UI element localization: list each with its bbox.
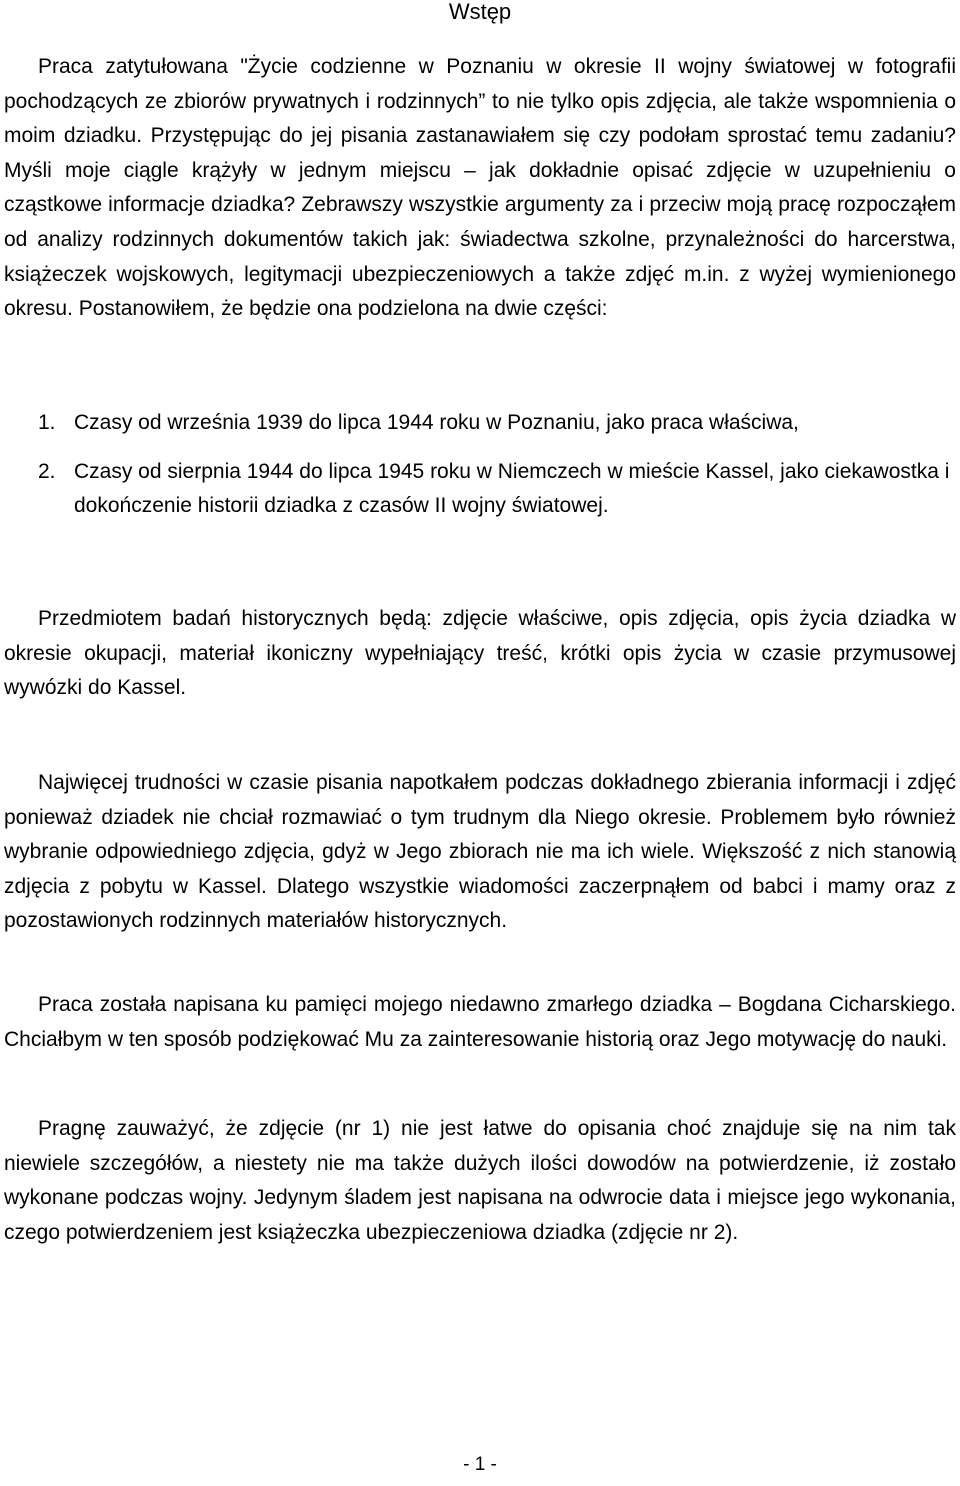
list-item (4, 455, 956, 524)
list-item-number: 1. (38, 411, 56, 434)
parts-list (4, 406, 956, 538)
difficulties-paragraph: Najwięcej trudności w czasie pisania napotkałem podczas dokładnego zbierania informacji i zdjęć ponieważ dziadek nie chciał rozmawiać o tym trudnym dla Niego okresie. Problemem było również wybranie odpowiedniego zdjęcia, gdyż w Jego zbiorach nie ma ich wiele. Większość z nich stanowią zdjęcia z pobytu w Kassel. Dlatego wszystkie wiadomości zaczerpnąłem od babci i mamy oraz z pozostawionych rodzinnych materiałów historycznych. (4, 771, 956, 933)
photo-paragraph: Pragnę zauważyć, że zdjęcie (nr 1) nie jest łatwe do opisania choć znajduje się na nim tak niewiele szczegółów, a niestety nie ma także dużych ilości dowodów na potwierdzenie, iż zostało wykonane podczas wojny. Jedynym śladem jest napisana na odwrocie data i miejsce jego wykonania, czego potwierdzeniem jest książeczka ubezpieczeniowa dziadka (zdjęcie nr 2). (4, 1117, 956, 1244)
page-title: Wstęp (448, 0, 512, 24)
intro-paragraph: Praca zatytułowana "Życie codzienne w Poznaniu w okresie II wojny światowej w fotografii pochodzących ze zbiorów prywatnych i rodzinnych” to nie tylko opis zdjęcia, ale także wspomnienia o moim dziadku. Przystępując do jej pisania zastanawiałem się czy podołam sprostać temu zadaniu? Myśli moje ciągle krążyły w jednym miejscu – jak dokładnie opisać zdjęcie w uzupełnieniu o cząstkowe informacje dziadka? Zebrawszy wszystkie argumenty za i przeciw moją pracę rozpocząłem od analizy rodzinnych dokumentów takich jak: świadectwa szkolne, przynależności do harcerstwa, książeczek wojskowych, legitymacji ubezpieczeniowych a także zdjęć m.in. z wyżej wymienionego okresu. Postanowiłem, że będzie ona podzielona na dwie części: (4, 55, 956, 321)
page-number: - 1 - (463, 1454, 497, 1475)
research-paragraph: Przedmiotem badań historycznych będą: zdjęcie właściwe, opis zdjęcia, opis życia dziadka w okresie okupacji, materiał ikoniczny wypełniający treść, krótki opis życia w czasie przymusowej wywózki do Kassel. (4, 607, 956, 700)
list-item-text: Czasy od sierpnia 1944 do lipca 1945 roku w Niemczech w mieście Kassel, jako ciekawostka i dokończenie historii dziadka z czasów II wojny światowej. (74, 459, 950, 518)
list-item (4, 406, 956, 441)
list-item-number: 2. (38, 459, 56, 483)
dedication-paragraph: Praca została napisana ku pamięci mojego niedawno zmarłego dziadka – Bogdana Cicharskiego. Chciałbym w ten sposób podziękować Mu za zainteresowanie historią oraz Jego motywację do nauki. (4, 993, 956, 1051)
list-item-text: Czasy od września 1939 do lipca 1944 roku w Poznaniu, jako praca właściwa, (74, 411, 799, 434)
